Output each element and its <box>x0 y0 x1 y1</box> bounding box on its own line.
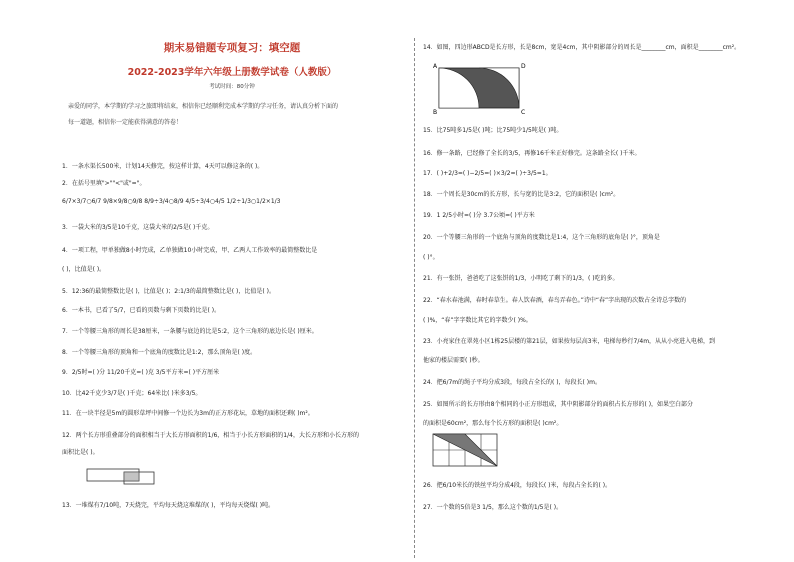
question-2-items: 6/7×3/7○6/7 9/8×9/8○9/8 8/9÷3/4○8/9 4/5÷3/4○4/5 1/2÷1/3○1/2×1/3 <box>62 198 281 205</box>
label-a: A <box>433 63 438 70</box>
question-25: 25．如图所示的长方形由8个相同的小正方形组成，其中阴影部分的面积占长方形的( )，如果空白部分 <box>423 401 694 408</box>
question-20: 20．一个等腰三角形的一个底角与顶角的度数比是1:4，这个三角形的底角是( )°，顶角是 <box>423 234 660 241</box>
question-27: 27．一个数的5倍是3 1/5，那么这个数的1/5是( )。 <box>423 504 563 511</box>
column-divider <box>414 38 415 558</box>
grid-figure-25 <box>431 432 501 472</box>
question-2: 2．在括号里填">""<"或"="。 <box>62 180 146 187</box>
question-8: 8．一个等腰三角形的顶角和一个底角的度数比是1:2，那么顶角是( )度。 <box>62 349 257 356</box>
question-19: 19．1 2/5小时=( )分 3.7公顷=( )平方米 <box>423 212 535 219</box>
question-4: 4．一项工程，甲单独做8小时完成，乙单独做10小时完成，甲、乙两人工作效率的最简整数比是 <box>62 247 318 254</box>
question-15: 15．比75吨多1/5是( )吨；比75吨少1/5吨是( )吨。 <box>423 127 563 134</box>
question-26: 26．把6/10米长的铁丝平均分成4段，每段长( )米，每段占全长的( )。 <box>423 482 612 489</box>
label-c: C <box>521 109 526 114</box>
question-22-cont: ( )%，“春”字字数比其它的字数少( )%。 <box>423 317 532 324</box>
question-11: 11．在一块半径是5m的圆形草坪中间修一个边长为3m的正方形花坛，草地的面积还剩( )m²。 <box>62 410 314 417</box>
intro-line-2: 每一道题，相信你一定能获得满意的答卷！ <box>68 119 183 126</box>
question-16: 16．修一条路，已经修了全长的3/5，再修16千米正好修完。这条路全长( )千米。 <box>423 150 641 157</box>
question-23: 23．小亮家住在翠苑小区1栋25层楼的第21层，如果按每层高3米，电梯每秒行7/4m，从从小亮进入电梯，到 <box>423 338 716 345</box>
label-d: D <box>521 63 526 70</box>
question-22: 22．“春水春池满，春时春草生。春人饮春酒，春鸟弄春色。”诗中“春”字出现的次数占全诗总字数的 <box>423 297 687 304</box>
question-1: 1．一条水渠长500米，计划14天修完，按这样计算，4天可以修这条的( )。 <box>62 163 264 170</box>
question-12-cont: 面积比是( )。 <box>62 449 99 456</box>
question-14: 14．如图，四边形ABCD是长方形，长是8cm，宽是4cm，其中阴影部分的周长是________cm，面积是________cm²。 <box>423 44 741 51</box>
question-12: 12．两个长方形重叠部分的面积相当于大长方形面积的1/6，相当于小长方形面积的1/4，大长方形和小长方形的 <box>62 432 359 439</box>
question-20-cont: ( )°。 <box>423 254 439 261</box>
question-25-cont: 的面积是60cm²，那么每个长方形的面积是( )cm²。 <box>423 420 563 427</box>
question-18: 18．一个周长是30cm的长方形，长与宽的比是3:2，它的面积是( )cm²。 <box>423 191 620 198</box>
overlapping-rectangles-figure <box>86 466 166 486</box>
label-b: B <box>433 109 438 114</box>
question-24: 24．把6/7m的绳子平均分成3段，每段占全长的( )，每段长( )m。 <box>423 379 601 386</box>
question-3: 3．一袋大米的3/5是10千克，这袋大米的2/5是( )千克。 <box>62 224 214 231</box>
figure-14-rectangle <box>433 62 527 114</box>
question-7: 7．一个等腰三角形的周长是38厘米，一条腰与底边的比是5:2，这个三角形的底边长是( )厘米。 <box>62 328 318 335</box>
intro-line-1: 亲爱的同学，本学期的学习之旅即将结束，相信你已经顺利完成本学期的学习任务，请认真分析下面的 <box>68 103 339 110</box>
question-4-cont: ( )，比值是( )。 <box>62 266 106 273</box>
page-subtitle: 2022-2023学年六年级上册数学试卷（人教版） <box>127 67 337 78</box>
page-title: 期末易错题专项复习：填空题 <box>163 42 301 54</box>
exam-time: 考试时间：80分钟 <box>209 84 255 90</box>
question-10: 10．比42千克少3/7是( )千克；64米比( )米多3/5。 <box>62 390 202 397</box>
question-21: 21．有一张饼，爸爸吃了这张饼的1/3，小明吃了剩下的1/3，( )吃的多。 <box>423 275 619 282</box>
question-6: 6．一本书，已看了5/7，已看的页数与剩下页数的比是( )。 <box>62 307 221 314</box>
question-9: 9．2/5时=( )分 11/20千克=( )克 3/5平方米=( )平方厘米 <box>62 369 220 376</box>
question-17: 17．( )+2/3=( )−2/5=( )×3/2=( )÷3/5=1。 <box>423 170 552 177</box>
question-23-cont: 他家的楼层需要( )秒。 <box>423 357 484 364</box>
question-13: 13．一堆煤有7/10吨，7天烧完，平均每天烧这堆煤的( )，平均每天烧煤( )吨。 <box>62 502 275 509</box>
question-5: 5．12:36的最简整数比是( )，比值是( )；2:1/3的最简整数比是( )，比值是( )。 <box>62 288 275 295</box>
